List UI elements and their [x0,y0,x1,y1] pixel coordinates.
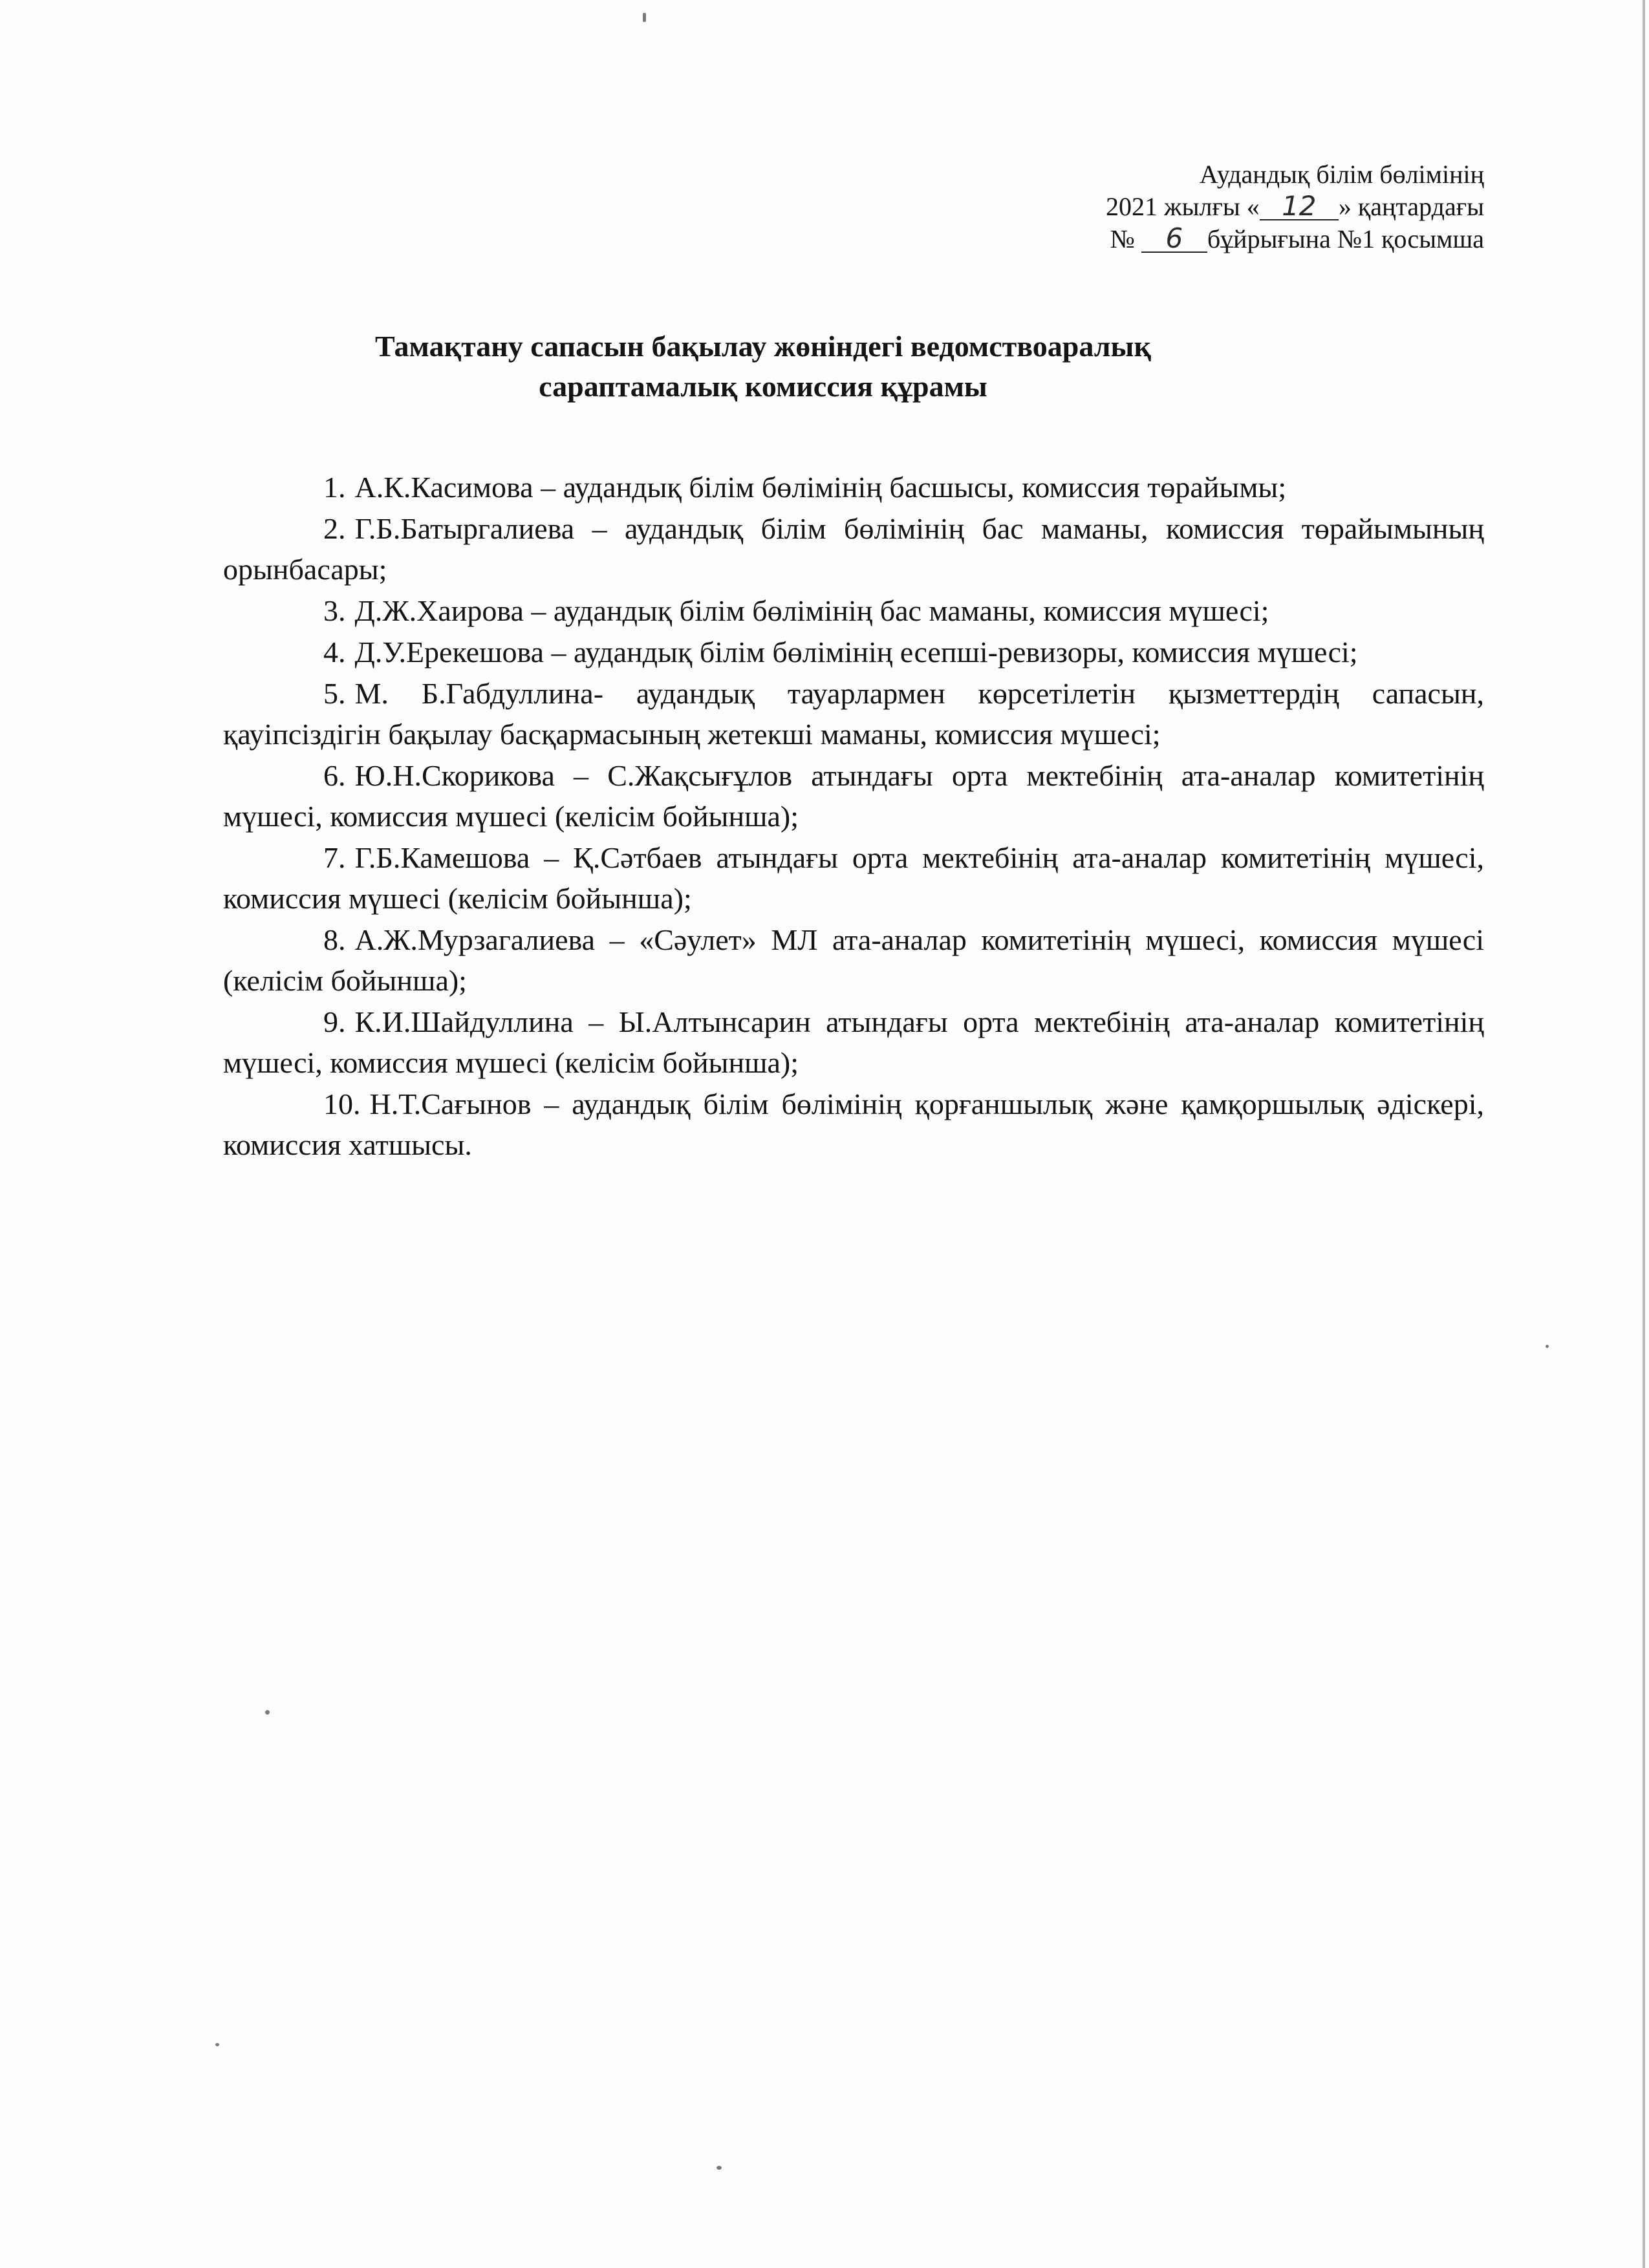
member-number: 1. [323,471,346,504]
scan-edge-line [1643,0,1645,2268]
member-item [223,467,1484,508]
member-number: 4. [323,636,346,669]
member-item [223,1084,1484,1165]
header-line-3 [993,223,1484,255]
scan-speck [643,13,646,22]
member-item [223,590,1484,631]
member-list [223,467,1484,1166]
member-number: 3. [323,594,346,627]
member-item [223,755,1484,837]
member-item [223,632,1484,672]
header-line-1: Аудандық білім бөлімінің [1199,160,1484,189]
member-text: Г.Б.Камешова – Қ.Сәтбаев атындағы орта мектебінің ата-аналар комитетінің мүшесі, комиссия мүшесі (келісім бойынша); [223,841,1484,915]
member-number: 2. [323,512,346,545]
member-text: А.К.Касимова – аудандық білім бөлімінің басшысы, комиссия төрайымы; [354,471,1287,504]
member-text: Ю.Н.Скорикова – С.Жақсығұлов атындағы орта мектебінің ата-аналар комитетінің мүшесі, комиссия мүшесі (келісім бойынша); [223,759,1484,833]
scan-speck [1546,1345,1549,1348]
title-line-1: Тамақтану сапасын бақылау жөніндегі ведомствоаралық [375,330,1151,363]
member-text: К.И.Шайдуллина – Ы.Алтынсарин атындағы орта мектебінің ата-аналар комитетінің мүшесі, комиссия мүшесі (келісім бойынша); [223,1005,1484,1079]
member-text: Н.Т.Сағынов – аудандық білім бөлімінің қорғаншылық және қамқоршылық әдіскері, комиссия хатшысы. [223,1087,1484,1161]
member-number: 6. [323,759,346,792]
title-line-2: сараптамалық комиссия құрамы [539,370,987,403]
header-date-prefix: 2021 жылғы « [1106,192,1260,221]
member-number: 8. [323,923,346,956]
member-item [223,673,1484,754]
member-item [223,1001,1484,1083]
scan-speck [215,2043,219,2046]
member-number: 5. [323,677,346,710]
document-title [220,326,1306,407]
member-item [223,919,1484,1001]
header-date-suffix: » қаңтардағы [1338,192,1484,221]
member-text: М. Б.Габдуллина- аудандық тауарлармен көрсетілетін қызметтердің сапасын, қауіпсіздігін бақылау басқармасының жетекші маманы, комиссия мүшесі; [223,677,1484,751]
member-item [223,508,1484,590]
handwritten-day: 12 [1260,193,1339,220]
member-number: 7. [323,841,346,874]
header-order-suffix: бұйрығына №1 қосымша [1207,224,1484,253]
member-text: Г.Б.Батыргалиева – аудандық білім бөлімінің бас маманы, комиссия төрайымының орынбасары; [223,512,1484,586]
header-line-2 [993,191,1484,223]
member-text: А.Ж.Мурзагалиева – «Сәулет» МЛ ата-аналар комитетінің мүшесі, комиссия мүшесі (келісім бойынша); [223,923,1484,997]
member-text: Д.У.Ерекешова – аудандық білім бөлімінің есепші-ревизоры, комиссия мүшесі; [354,636,1358,669]
scan-speck [717,2166,722,2170]
member-number: 10. [323,1087,361,1120]
member-item [223,837,1484,919]
scan-speck [265,1710,270,1715]
member-text: Д.Ж.Хаирова – аудандық білім бөлімінің бас маманы, комиссия мүшесі; [354,594,1269,627]
member-number: 9. [323,1005,346,1038]
appendix-header [993,158,1484,255]
handwritten-order-number: 6 [1141,226,1207,253]
header-order-prefix: № [1110,224,1141,253]
